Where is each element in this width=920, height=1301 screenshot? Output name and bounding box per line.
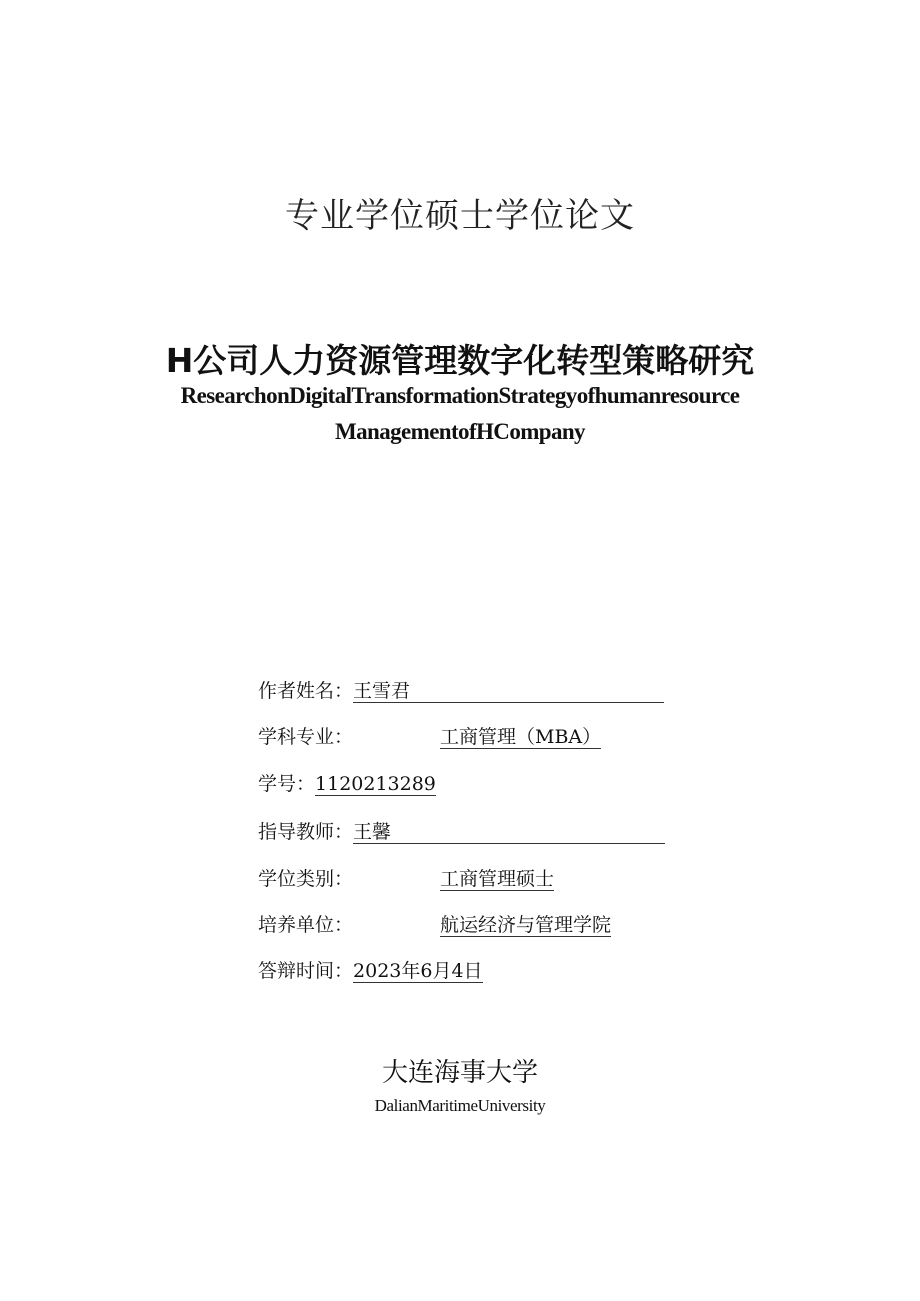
author-label: 作者姓名： (258, 680, 354, 702)
advisor-underline (391, 842, 665, 844)
author-underline (410, 701, 664, 703)
training-unit-value: 航运经济与管理学院 (440, 914, 612, 936)
degree-type-value: 工商管理硕士 (440, 868, 555, 890)
degree-type-row (258, 864, 554, 891)
major-row (258, 722, 601, 749)
major-value: 工商管理（MBA） (440, 726, 602, 748)
thesis-title-english-line-1: ResearchonDigitalTransformationStrategyofhumanresource (180, 383, 740, 408)
advisor-value: 王馨 (353, 821, 392, 843)
advisor-label: 指导教师： (258, 821, 354, 843)
defense-date-row (258, 956, 483, 983)
training-unit-row (258, 910, 611, 937)
student-id-value: 1120213289 (315, 773, 436, 795)
student-id-row (258, 769, 436, 796)
defense-date-value: 2023年6月4日 (353, 960, 483, 982)
author-value: 王雪君 (353, 680, 411, 702)
student-id-label: 学号： (258, 773, 316, 795)
university-name-english: DalianMaritimeUniversity (374, 1096, 546, 1115)
author-row (258, 676, 664, 703)
defense-date-label: 答辩时间： (258, 960, 354, 982)
university-name-chinese: 大连海事大学 (381, 1058, 538, 1088)
thesis-title-chinese: H公司人力资源管理数字化转型策略研究 (165, 341, 755, 380)
degree-type-heading: 专业学位硕士学位论文 (285, 196, 635, 236)
degree-type-label: 学位类别： (258, 868, 354, 890)
advisor-row (258, 817, 665, 844)
training-unit-label: 培养单位： (258, 914, 354, 936)
thesis-title-english-line-2: ManagementofHCompany (335, 419, 585, 444)
major-label: 学科专业： (258, 726, 354, 748)
